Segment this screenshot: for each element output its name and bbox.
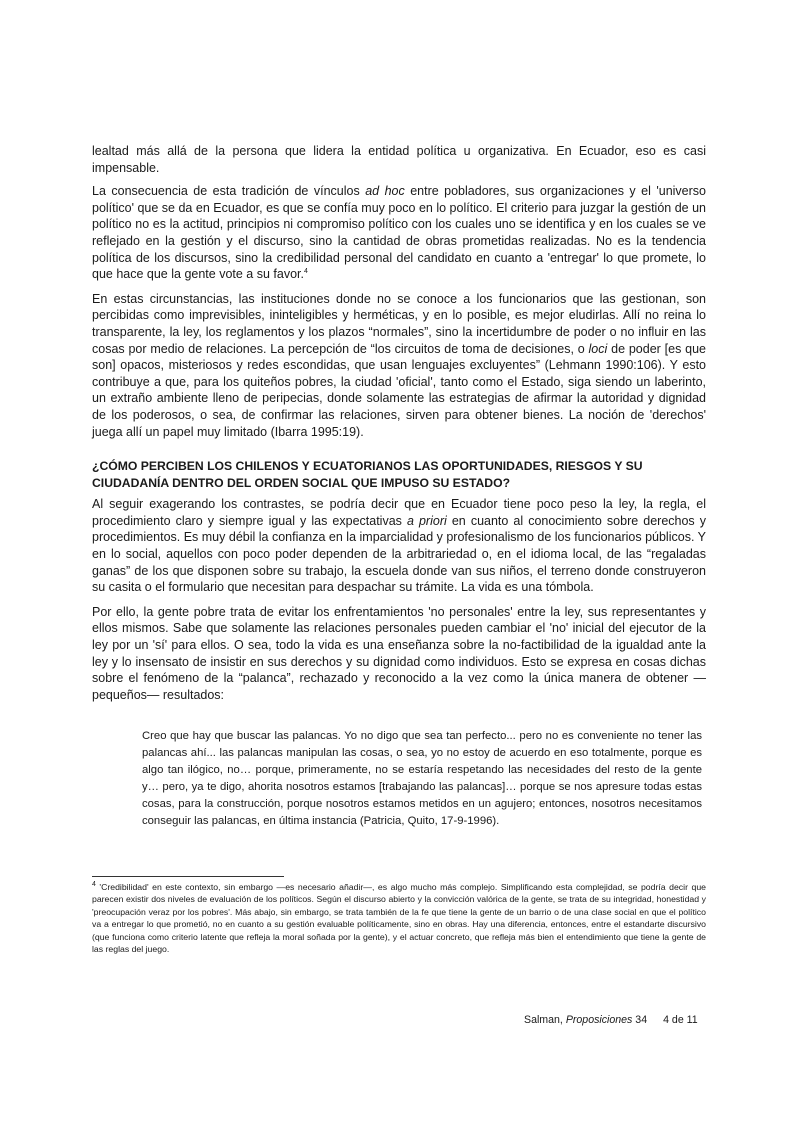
footer-author: Salman, [524,1014,566,1026]
paragraph-5: Por ello, la gente pobre trata de evitar los enfrentamientos 'no personales' entre la ley, sus representantes y ellos mismos. Sabe que solamente las relaciones personales pueden cambiar el 'no' inicial del ejecutor de la ley por un 'sí' para ellos. O sea, todo la vida es una enseñanza sobre la no-factibilidad de la igualdad ante la ley y lo insensato de insistir en sus derechos y su dignidad como individuos. Esto se expresa en cosas dichas sobre el fenómeno de la “palanca”, rechazado y reconocido a la vez como la única manera de obtener —pequeños— resultados: [92,604,706,702]
paragraph-1: lealtad más allá de la persona que lidera la entidad política u organizativa. En Ecuador, eso es casi impensable. [92,144,706,175]
paragraph-4: Al seguir exagerando los contrastes, se podría decir que en Ecuador tiene poco peso la ley, la regla, el procedimiento claro y siempre igual y las expectativas a priori en cuanto al conocimiento sobre derechos y procedimientos. Es muy débil la confianza en la imparcialidad y profesionalismo de los funcionarios públicos. Y en lo social, aquellos con poco poder dependen de la arbitrariedad o, en el idioma local, de las “regaladas ganas” de los que disponen sobre su trabajo, la escuela donde van sus niños, el terreno donde construyeron su casita o el formulario que necesitan para despachar su trámite. La vida es una tómbola. [92,497,706,595]
section-heading: ¿CÓMO PERCIBEN LOS CHILENOS Y ECUATORIANOS LAS OPORTUNIDADES, RIESGOS Y SU CIUDADANÍA DENTRO DEL ORDEN SOCIAL QUE IMPUSO SU ESTADO? [92,459,643,490]
paragraph-3: En estas circunstancias, las instituciones donde no se conoce a los funcionarios que las gestionan, son percibidas como imprevisibles, ininteligibles y herméticas, y en lo posible, es mejor eludirlas. Allí no reina lo transparente, la ley, los reglamentos y los plazos “normales”, sino la incertidumbre de poder o no influir en las cosas por medio de relaciones. La percepción de “los circuitos de toma de decisiones, o loci de poder [es que son] opacos, misteriosos y redes escondidas, que usan lenguajes excluyentes” (Lehmann 1990:106). Y esto contribuye a que, para los quiteños pobres, la ciudad 'oficial', tanto como el Estado, siga siendo un laberinto, un extraño ambiente lleno de peripecias, donde solamente las estrategias de afirmar la autoridad y dignidad de los poderosos, o sea, de confirmar las relaciones, sirven para obtener bienes. La noción de 'derechos' juega allí un papel muy limitado (Ibarra 1995:19). [92,291,707,439]
page-number: 4 de 11 [663,1014,698,1026]
paragraph-2: La consecuencia de esta tradición de vínculos ad hoc entre pobladores, sus organizaciones y el 'universo político' que se da en Ecuador, es que se confía muy poco en lo político. El criterio para juzgar la gestión de un político no es la actitud, principios ni compromiso político con los cuales uno se identifica y en los cuales se ve reflejado en la gestión y el discurso, sino la cantidad de obras prometidas realizadas. No es la tendencia política de los discursos, sino la credibilidad personal del candidato en cuanto a 'entregar' lo que promete, lo que hace que la gente vote a su favor.$^4$ [92,184,706,282]
footer-journal: Proposiciones [565,1014,633,1026]
footnote-mark: 4 [92,881,96,889]
footnote-4: $^4$ 'Credibilidad' en este contexto, sin embargo —es necesario añadir—, es algo mucho más complejo. Simplificando esta complejidad, se podría decir que parecen existir dos niveles de evaluación de los políticos. Según el discurso abierto y la convicción valórica de la gente, se trata de su integridad, honestidad y 'preocupación veraz por los pobres'. Más abajo, sin embargo, se trata también de la fe que tiene la gente de un barrio o de una clase social en que el político va a entregar lo que prometió, no en cuanto a su gestión evaluable políticamente, sino en obras. Hay una diferencia, entonces, entre el estandarte discursivo (que funciona como criterio latente que refleja la moral soñada por la gente), y el actuar concreto, que refleja más bien el entendimiento que tiene la gente de las reglas del juego. [92,881,706,955]
main-text [92,143,706,830]
footnote-divider [92,876,284,877]
page-footer [524,1013,710,1027]
italic-term: ad hoc [365,184,405,199]
italic-term: a priori [406,513,447,528]
footer-issue: 34 [632,1014,648,1026]
italic-term: loci [588,341,608,356]
footnote-reference[interactable]: 4 [303,268,308,275]
block-quote: Creo que hay que buscar las palancas. Yo no digo que sea tan perfecto... pero no es conveniente no tener las palancas ahí... las palancas manipulan las cosas, o sea, yo no estoy de acuerdo en eso totalmente, porque es algo tan ilógico, no… porque, primeramente, no se estaría respetando las necesidades del resto de la gente y… pero, ya te digo, ahorita nosotros estamos [trabajando las palancas]… porque se nos apresure todas estas cosas, para la construcción, porque nosotros estamos metidos en un agujero; entonces, nosotros necesitamos conseguir las palancas, en última instancia (Patricia, Quito, 17-9-1996). [142,730,702,828]
